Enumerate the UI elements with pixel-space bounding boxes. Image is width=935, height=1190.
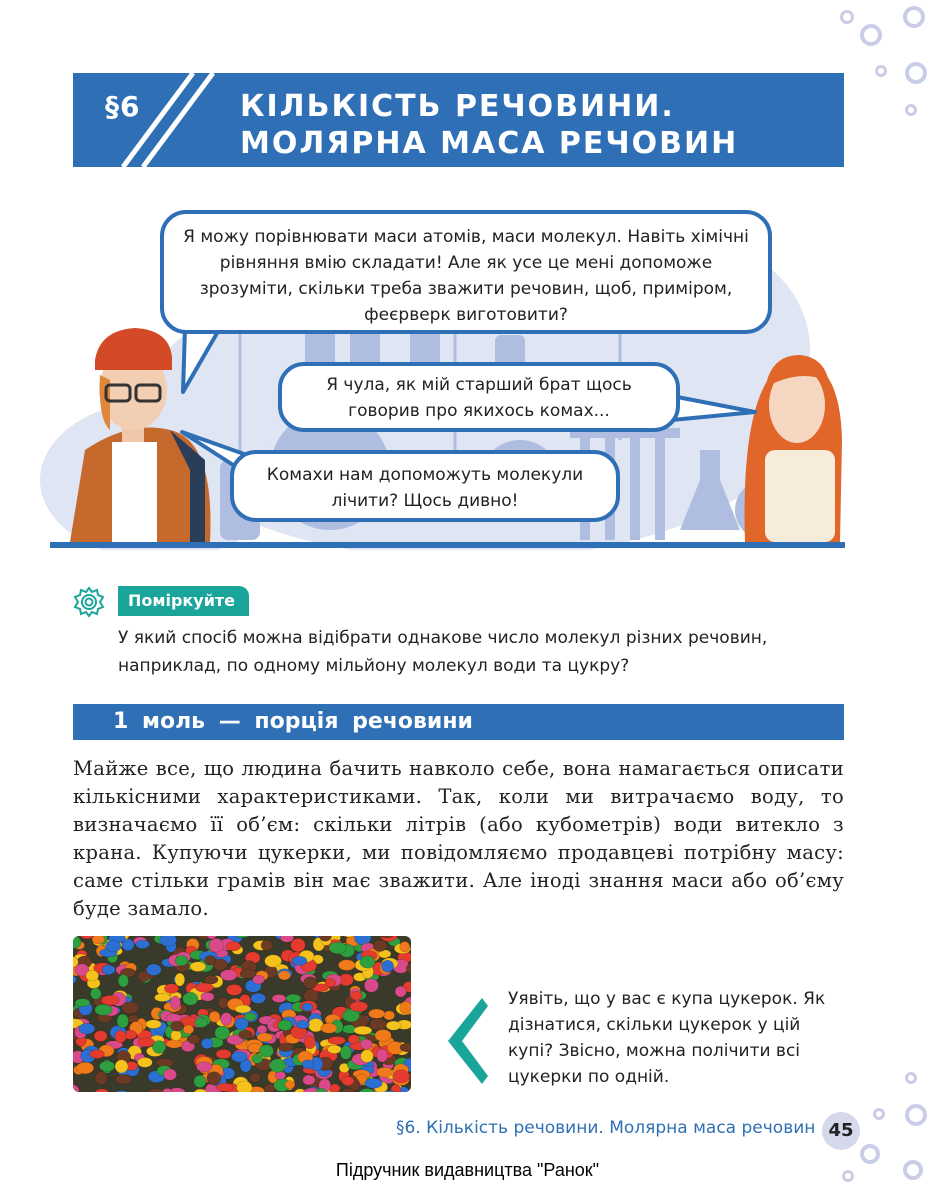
think-question: У який спосіб можна відібрати однакове число молекул різних речовин, наприклад, по одному мільйону молекул води та цукру? bbox=[118, 628, 768, 676]
header-slash-decoration bbox=[118, 73, 228, 167]
chapter-title-line2: МОЛЯРНА МАСА РЕЧОВИН bbox=[240, 126, 739, 161]
candy-caption: Уявіть, що у вас є купа цукерок. Як дізнатися, скільки цукерок у цій купі? Звісно, можна полічити всі цукерки по одній. bbox=[508, 989, 826, 1087]
decor-bubble bbox=[905, 1072, 917, 1084]
section-title: 1 моль — порція речовини bbox=[113, 709, 473, 734]
body-paragraph: Майже все, що людина бачить навколо себе, вона намагається описати кількісними характеристиками. Так, коли ми витрачаємо воду, то визначаємо її об’єм: скільки літрів (або кубометрів) води витекло з крана. Купуючи цукерки, ми повідомляємо продавцеві потрібну масу: саме стільки грамів він має зважити. Але іноді знання маси або об’єму буде замало. bbox=[73, 757, 844, 920]
publisher-note: Підручник видавництва "Ранок" bbox=[335, 1160, 600, 1180]
running-title: §6. Кількість речовини. Молярна маса речовин bbox=[396, 1118, 816, 1138]
chapter-title-line1: КІЛЬКІСТЬ РЕЧОВИНИ. bbox=[240, 89, 675, 124]
speech-bubble-girl: Я чула, як мій старший брат щось говорив про якихось комах... bbox=[278, 362, 680, 432]
decor-bubble bbox=[905, 62, 927, 84]
think-badge: Поміркуйте bbox=[118, 586, 249, 616]
decor-bubble bbox=[840, 10, 854, 24]
gear-icon bbox=[72, 585, 106, 619]
decor-bubble bbox=[875, 65, 887, 77]
decor-bubble bbox=[903, 6, 925, 28]
chapter-title bbox=[240, 88, 738, 162]
decor-bubble bbox=[873, 1108, 885, 1120]
speech-bubble-boy: Я можу порівнювати маси атомів, маси молекул. Навіть хімічні рівняння вмію складати! Але як усе це мені допоможе зрозуміти, скільки треба зважити речовин, щоб, приміром, феєрверк виготовити? bbox=[160, 210, 772, 334]
decor-bubble bbox=[905, 1104, 927, 1126]
page-number: 45 bbox=[822, 1112, 860, 1150]
section-number: §6 bbox=[105, 90, 141, 123]
candy-pile-image bbox=[73, 936, 411, 1092]
chevron-left-icon bbox=[440, 996, 490, 1086]
decor-bubble bbox=[860, 24, 882, 46]
bubble-tail-girl bbox=[670, 390, 760, 430]
speech-bubble-boy-2: Комахи нам допоможуть молекули лічити? Щось дивно! bbox=[230, 450, 620, 522]
decor-bubble bbox=[905, 104, 917, 116]
